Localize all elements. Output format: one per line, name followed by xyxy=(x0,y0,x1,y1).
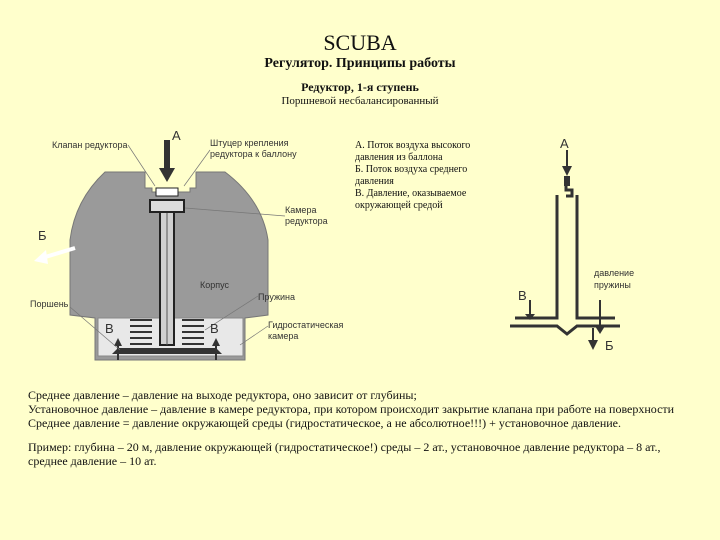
text-line-2: Установочное давление – давление в камере редуктора, при котором происходит закрытие клапана при работе на поверхности xyxy=(28,402,675,416)
legend-a: А. Поток воздуха высокого давления из баллона xyxy=(355,140,471,163)
piston-disk xyxy=(112,348,222,354)
label-kamera-2: редуктора xyxy=(285,216,328,226)
label-v-left: В xyxy=(105,321,114,336)
schematic-label-a: А xyxy=(560,136,569,151)
label-pruzhina: Пружина xyxy=(258,292,295,302)
label-kamera-1: Камера xyxy=(285,205,317,215)
legend-v: В. Давление, оказываемое окружающей средой xyxy=(355,188,467,211)
schematic-label-b: Б xyxy=(605,338,614,353)
label-klapan: Клапан редуктора xyxy=(52,140,128,150)
text-example: Пример: глубина – 20 м, давление окружающей (гидростатическое!) среды – 2 ат., установочное давление редуктора – 8 ат., среднее давление – 10 ат. xyxy=(28,440,661,468)
spring-label-2: пружины xyxy=(594,280,631,290)
label-a: А xyxy=(172,128,181,143)
schematic-label-v: В xyxy=(518,288,527,303)
label-shtutser-2: редуктора к баллону xyxy=(210,149,297,159)
page-title: SCUBA xyxy=(323,30,397,55)
explanation-text xyxy=(28,388,698,468)
label-porshen: Поршень xyxy=(30,299,69,309)
label-b: Б xyxy=(38,228,47,243)
legend xyxy=(355,140,480,212)
label-korpus: Корпус xyxy=(200,280,230,290)
type-heading: Поршневой несбалансированный xyxy=(281,95,439,107)
legend-b: Б. Поток воздуха среднего давления xyxy=(355,164,468,187)
spring-label-1: давление xyxy=(594,268,635,278)
label-gidro-1: Гидростатическая xyxy=(268,320,344,330)
reducer-chamber xyxy=(150,200,184,212)
valve-seat xyxy=(156,188,178,196)
text-line-1: Среднее давление – давление на выходе редуктора, оно зависит от глубины; xyxy=(28,388,417,402)
text-line-3: Среднее давление = давление окружающей среды (гидростатическое, а не абсолютное!!!) + установочное давление. xyxy=(28,416,621,430)
label-gidro-2: камера xyxy=(268,331,299,341)
stage-heading: Редуктор, 1-я ступень xyxy=(301,80,419,94)
label-shtutser-1: Штуцер крепления xyxy=(210,138,289,148)
label-v-right: В xyxy=(210,321,219,336)
page-subtitle: Регулятор. Принципы работы xyxy=(264,56,456,71)
